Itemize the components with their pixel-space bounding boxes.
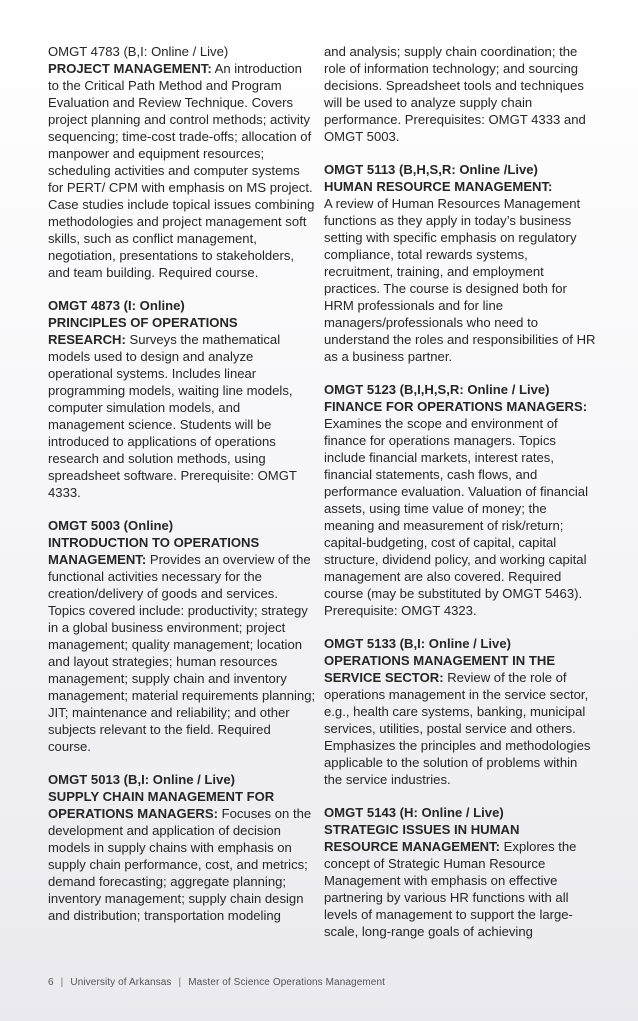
course-title: PRINCIPLES OF OPERATIONS RESEARCH:	[48, 315, 238, 347]
course-omgt-5013-continued	[324, 43, 596, 145]
course-body	[48, 314, 316, 501]
course-title: OPERATIONS MANAGEMENT IN THE SERVICE SECTOR:	[324, 653, 556, 685]
course-body	[324, 398, 596, 619]
course-body	[48, 788, 316, 924]
course-description: and analysis; supply chain coordination; the role of information technology; and sourcing decisions. Spreadsheet tools and techniques will be used to analyze supply chain performance. Prerequisites: OMGT 4333 and OMGT 5003.	[324, 44, 586, 144]
course-heading: OMGT 5013 (B,I: Online / Live)	[48, 772, 235, 787]
course-title: FINANCE FOR OPERATIONS MANAGERS:	[324, 399, 588, 414]
course-title: INTRODUCTION TO OPERATIONS MANAGEMENT:	[48, 535, 260, 567]
course-body	[324, 821, 596, 940]
course-body	[324, 652, 596, 788]
page-footer	[48, 977, 385, 988]
course-description: Examines the scope and environment of finance for operations managers. Topics include financial markets, interest rates, financial statements, cash flows, and performance evaluation. Valuation of financial assets, using time value of money; the meaning and measurement of risk/return; capital-budgeting, cost of capital, capital structure, dividend policy, and working capital management are also covered. Required course (may be substituted by OMGT 5463). Prerequisite: OMGT 4323.	[324, 416, 588, 618]
right-column	[324, 43, 596, 956]
course-omgt-5113	[324, 161, 596, 365]
course-omgt-5013	[48, 771, 316, 924]
course-body	[48, 60, 316, 281]
course-omgt-5133	[324, 635, 596, 788]
course-omgt-4873	[48, 297, 316, 501]
course-description: Review of the role of operations management in the service sector, e.g., health care systems, banking, municipal services, utilities, postal service and others. Emphasizes the principles and methodologies applicable to the solution of problems within the service industries.	[324, 670, 591, 787]
course-description: An introduction to the Critical Path Method and Program Evaluation and Review Technique. Covers project planning and control methods; activity sequencing; time-cost trade-offs; allocation of manpower and equipment resources; scheduling activities and computer systems for PERT/ CPM with emphasis on MS project. Case studies include topical issues combining methodologies and project management soft skills, such as conflict management, negotiation, presentations to stakeholders, and team building. Required course.	[48, 61, 315, 280]
course-code-text: OMGT 4783 (B,I: Online / Live)	[48, 44, 229, 59]
course-body	[48, 534, 316, 755]
course-omgt-5003	[48, 517, 316, 755]
footer-university: University of Arkansas	[70, 977, 172, 988]
left-column	[48, 43, 316, 940]
footer-separator: |	[178, 977, 182, 988]
footer-program: Master of Science Operations Management	[188, 977, 385, 988]
course-description: Surveys the mathematical models used to design and analyze operational systems. Includes linear programming models, waiting line models, computer simulation models, and management science. Students will be introduced to applications of operations research and solution methods, using spreadsheet software. Prerequisite: OMGT 4333.	[48, 332, 297, 500]
course-heading: OMGT 5003 (Online)	[48, 518, 174, 533]
course-title: STRATEGIC ISSUES IN HUMAN RESOURCE MANAGEMENT:	[324, 822, 520, 854]
course-heading: OMGT 5113 (B,H,S,R: Online /Live)	[324, 162, 538, 177]
course-heading: OMGT 4873 (I: Online)	[48, 298, 185, 313]
course-description: Provides an overview of the functional activities necessary for the creation/delivery of goods and services. Topics covered include: productivity; strategy in a global business environment; project management; quality management; location and layout strategies; human resources management; supply chain and inventory management; material requirements planning; JIT; maintenance and reliability; and other subjects relevant to the field. Required course.	[48, 552, 316, 754]
course-description: Focuses on the development and application of decision models in supply chains with emphasis on supply chain performance, cost, and metrics; demand forecasting; aggregate planning; inventory management; supply chain design and distribution; transportation modeling	[48, 806, 312, 923]
course-heading: OMGT 5143 (H: Online / Live)	[324, 805, 504, 820]
course-description: Explores the concept of Strategic Human Resource Management with emphasis on effective partnering by various HR functions with all levels of management to support the large-scale, long-range goals of achieving	[324, 839, 577, 939]
course-code	[48, 43, 316, 60]
course-heading: OMGT 5133 (B,I: Online / Live)	[324, 636, 511, 651]
course-title: SUPPLY CHAIN MANAGEMENT FOR OPERATIONS MANAGERS:	[48, 789, 275, 821]
course-title: PROJECT MANAGEMENT:	[48, 61, 212, 76]
course-omgt-4783	[48, 43, 316, 281]
course-omgt-5123	[324, 381, 596, 619]
course-title: HUMAN RESOURCE MANAGEMENT:	[324, 179, 553, 194]
course-omgt-5143	[324, 804, 596, 940]
course-description: A review of Human Resources Management functions as they apply in today’s business setting with specific emphasis on regulatory compliance, total rewards systems, recruitment, training, and employment practices. The course is designed both for HRM professionals and for line managers/professionals who need to understand the roles and responsibilities of HR as a business partner.	[324, 196, 596, 364]
footer-separator: |	[60, 977, 64, 988]
course-heading: OMGT 5123 (B,I,H,S,R: Online / Live)	[324, 382, 550, 397]
page-number: 6	[48, 977, 54, 988]
